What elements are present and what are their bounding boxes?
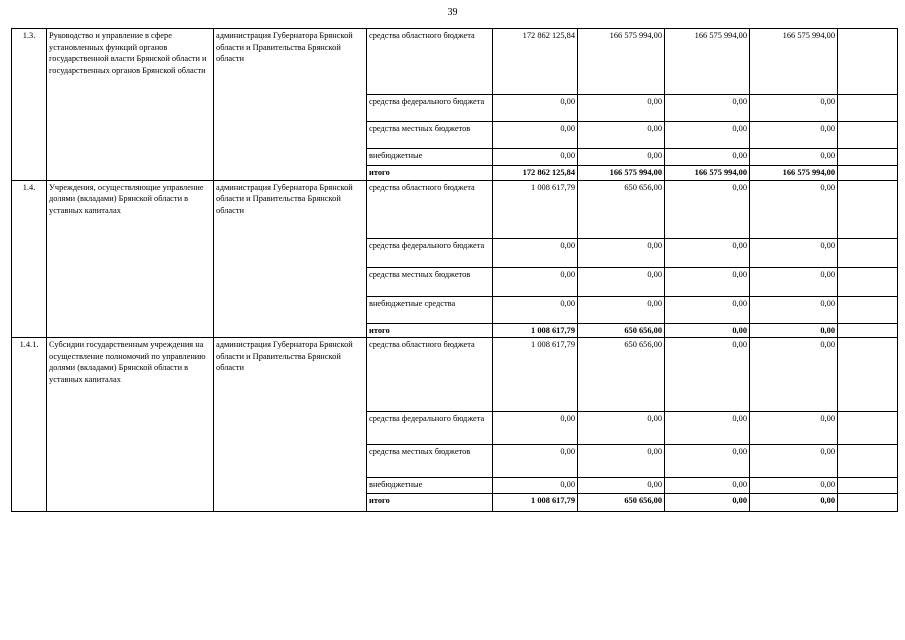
funding-source: средства областного бюджета	[367, 180, 493, 238]
amount-cell: 166 575 994,00	[750, 29, 838, 95]
table-row	[12, 180, 898, 238]
amount-cell: 0,00	[665, 149, 750, 166]
amount-cell: 0,00	[750, 478, 838, 494]
amount-cell	[838, 180, 898, 238]
amount-cell: 1 008 617,79	[493, 494, 578, 512]
amount-cell: 0,00	[665, 238, 750, 267]
section-name: Субсидии государственным учреждения на осуществление полномочий по управлению долями (вкладами) Брянской области в уставных капиталах	[47, 338, 214, 512]
amount-cell: 0,00	[750, 95, 838, 122]
amount-cell: 0,00	[493, 412, 578, 445]
amount-cell	[838, 267, 898, 296]
amount-cell: 0,00	[578, 267, 665, 296]
amount-cell	[838, 296, 898, 323]
funding-source: средства областного бюджета	[367, 29, 493, 95]
amount-cell: 0,00	[750, 323, 838, 338]
amount-cell: 166 575 994,00	[750, 166, 838, 181]
amount-cell: 0,00	[665, 494, 750, 512]
amount-cell: 0,00	[493, 478, 578, 494]
amount-cell: 1 008 617,79	[493, 323, 578, 338]
amount-cell: 0,00	[665, 180, 750, 238]
section-executor: администрация Губернатора Брянской области и Правительства Брянской области	[214, 29, 367, 181]
amount-cell	[838, 122, 898, 149]
amount-cell: 0,00	[493, 149, 578, 166]
amount-cell: 0,00	[750, 494, 838, 512]
section-code: 1.3.	[12, 29, 47, 181]
amount-cell: 0,00	[750, 122, 838, 149]
budget-table-body	[12, 29, 898, 512]
amount-cell: 0,00	[578, 478, 665, 494]
amount-cell	[838, 29, 898, 95]
amount-cell: 650 656,00	[578, 494, 665, 512]
amount-cell: 0,00	[750, 180, 838, 238]
amount-cell: 1 008 617,79	[493, 180, 578, 238]
funding-source: итого	[367, 166, 493, 181]
amount-cell: 0,00	[750, 412, 838, 445]
amount-cell: 0,00	[578, 296, 665, 323]
funding-source: средства федерального бюджета	[367, 412, 493, 445]
amount-cell: 0,00	[665, 323, 750, 338]
amount-cell	[838, 149, 898, 166]
amount-cell: 0,00	[665, 95, 750, 122]
amount-cell	[838, 445, 898, 478]
amount-cell: 0,00	[493, 238, 578, 267]
amount-cell: 0,00	[578, 149, 665, 166]
amount-cell: 1 008 617,79	[493, 338, 578, 412]
funding-source: итого	[367, 323, 493, 338]
amount-cell: 0,00	[493, 445, 578, 478]
funding-source: средства местных бюджетов	[367, 267, 493, 296]
funding-source: внебюджетные	[367, 478, 493, 494]
funding-source: средства федерального бюджета	[367, 238, 493, 267]
section-code: 1.4.1.	[12, 338, 47, 512]
amount-cell	[838, 95, 898, 122]
amount-cell	[838, 494, 898, 512]
amount-cell: 0,00	[665, 478, 750, 494]
amount-cell: 166 575 994,00	[578, 166, 665, 181]
table-row	[12, 29, 898, 95]
funding-source: средства областного бюджета	[367, 338, 493, 412]
amount-cell: 166 575 994,00	[665, 166, 750, 181]
amount-cell: 166 575 994,00	[665, 29, 750, 95]
amount-cell: 0,00	[665, 338, 750, 412]
amount-cell	[838, 238, 898, 267]
amount-cell: 0,00	[665, 445, 750, 478]
amount-cell	[838, 412, 898, 445]
section-executor: администрация Губернатора Брянской области и Правительства Брянской области	[214, 338, 367, 512]
amount-cell: 650 656,00	[578, 180, 665, 238]
section-name: Руководство и управление в сфере установленных функций органов государственной власти Брянской области и государственных органов Брянской области	[47, 29, 214, 181]
amount-cell: 166 575 994,00	[578, 29, 665, 95]
amount-cell: 0,00	[750, 238, 838, 267]
amount-cell: 650 656,00	[578, 338, 665, 412]
amount-cell	[838, 478, 898, 494]
amount-cell: 0,00	[750, 267, 838, 296]
amount-cell: 0,00	[578, 238, 665, 267]
funding-source: внебюджетные	[367, 149, 493, 166]
amount-cell	[838, 338, 898, 412]
amount-cell: 0,00	[493, 296, 578, 323]
amount-cell: 0,00	[578, 445, 665, 478]
amount-cell: 0,00	[750, 149, 838, 166]
amount-cell: 650 656,00	[578, 323, 665, 338]
amount-cell: 0,00	[665, 122, 750, 149]
amount-cell: 0,00	[493, 267, 578, 296]
funding-source: средства местных бюджетов	[367, 445, 493, 478]
funding-source: средства местных бюджетов	[367, 122, 493, 149]
amount-cell: 0,00	[578, 412, 665, 445]
amount-cell: 0,00	[665, 412, 750, 445]
funding-source: средства федерального бюджета	[367, 95, 493, 122]
amount-cell: 0,00	[665, 267, 750, 296]
page-number: 39	[447, 7, 458, 18]
amount-cell: 0,00	[578, 95, 665, 122]
amount-cell: 0,00	[665, 296, 750, 323]
table-row	[12, 338, 898, 412]
amount-cell: 0,00	[750, 445, 838, 478]
section-name: Учреждения, осуществляющие управление долями (вкладами) Брянской области в уставных капиталах	[47, 180, 214, 338]
amount-cell	[838, 166, 898, 181]
amount-cell: 0,00	[493, 122, 578, 149]
section-executor: администрация Губернатора Брянской области и Правительства Брянской области	[214, 180, 367, 338]
budget-table	[11, 28, 898, 512]
amount-cell: 172 862 125,84	[493, 29, 578, 95]
amount-cell: 0,00	[750, 338, 838, 412]
funding-source: внебюджетные средства	[367, 296, 493, 323]
amount-cell: 0,00	[578, 122, 665, 149]
amount-cell	[838, 323, 898, 338]
funding-source: итого	[367, 494, 493, 512]
amount-cell: 0,00	[493, 95, 578, 122]
amount-cell: 172 862 125,84	[493, 166, 578, 181]
section-code: 1.4.	[12, 180, 47, 338]
amount-cell: 0,00	[750, 296, 838, 323]
